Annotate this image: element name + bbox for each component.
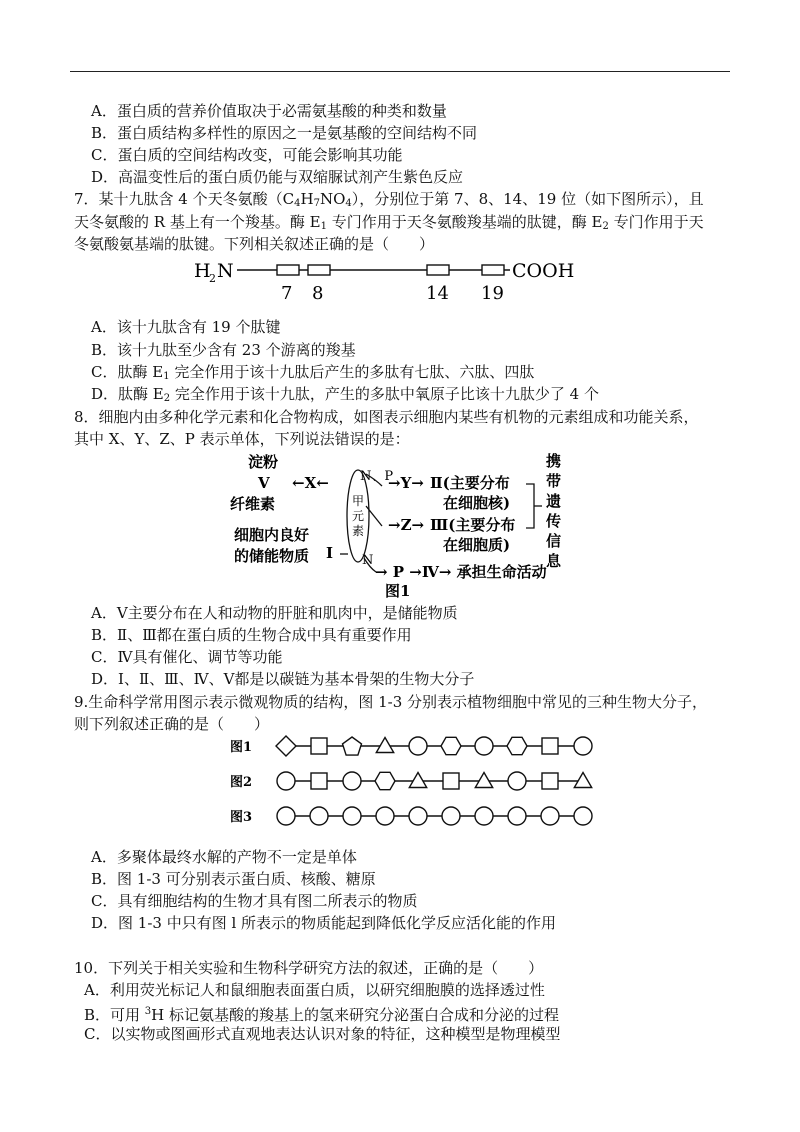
chain-3-monomer-9-circle xyxy=(541,807,559,825)
residue-8-box xyxy=(308,265,330,275)
q6-option-a: A．蛋白质的营养价值取决于必需氨基酸的种类和数量 xyxy=(91,102,447,120)
ii-label-1: Ⅱ(主要分布 xyxy=(430,474,510,492)
n-terminus-n: N xyxy=(217,260,234,282)
carry-char-2: 带 xyxy=(546,472,562,490)
chain-3-monomer-5-circle xyxy=(409,807,427,825)
np-label: N、P xyxy=(360,469,394,484)
chain-1-monomer-2-square xyxy=(311,738,327,754)
iii-label-2: 在细胞质) xyxy=(443,536,511,554)
x-label: ←X← xyxy=(292,474,329,492)
chain-1-monomer-9-square xyxy=(542,738,558,754)
n-label: N xyxy=(362,553,374,568)
element-char-2: 元 xyxy=(352,509,365,523)
n-terminus-sub: 2 xyxy=(209,272,216,285)
q10-stem: 10．下列关于相关实验和生物科学研究方法的叙述，正确的是（ ） xyxy=(74,959,544,977)
element-char-3: 素 xyxy=(352,524,365,538)
c-terminus: COOH xyxy=(512,260,575,282)
chain-1-monomer-7-circle xyxy=(475,737,493,755)
chain-3-monomer-8-circle xyxy=(508,807,526,825)
chain-2-monomer-9-square xyxy=(542,773,558,789)
q8-option-c: C．Ⅳ具有催化、调节等功能 xyxy=(91,648,283,666)
chain-1-monomer-6-hexagon xyxy=(441,737,461,754)
q7-stem-line1: 7．某十九肽含 4 个天冬氨酸$(C_4H_7NO_4)$，分别位于第 7、8、14、19 位（如下图所示），且 xyxy=(74,190,704,209)
carry-char-1: 携 xyxy=(546,452,562,470)
carry-char-3: 遗 xyxy=(546,492,562,510)
q7-option-c: C．肽酶 $E_1$ 完全作用于该十九肽后产生的多肽有七肽、六肽、四肽 xyxy=(91,363,535,382)
carry-char-6: 息 xyxy=(546,552,562,570)
q7-option-d: D．肽酶 $E_2$ 完全作用于该十九肽，产生的多肽中氧原子比该十九肽少了 4 个 xyxy=(91,385,599,404)
q8-option-d: D．Ⅰ、Ⅱ、Ⅲ、Ⅳ、Ⅴ都是以碳链为基本骨架的生物大分子 xyxy=(91,670,475,688)
chain-1-monomer-5-circle xyxy=(409,737,427,755)
q7-option-a: A．该十九肽含有 19 个肽键 xyxy=(91,318,281,336)
chain-1-monomer-4-triangle xyxy=(376,738,393,753)
v-label: V xyxy=(258,474,270,492)
storage-label-2: 的储能物质 xyxy=(234,547,310,565)
q6-option-b: B．蛋白质结构多样性的原因之一是氨基酸的空间结构不同 xyxy=(91,124,478,142)
chain-3-monomer-1-circle xyxy=(277,807,295,825)
q9-option-c: C．具有细胞结构的生物才具有图二所表示的物质 xyxy=(91,892,418,910)
storage-label-1: 细胞内良好 xyxy=(234,526,310,544)
chain-2-monomer-8-circle xyxy=(508,772,526,790)
chain-3-monomer-3-circle xyxy=(343,807,361,825)
macromolecule-diagram xyxy=(230,732,610,828)
chain-3-monomer-10-circle xyxy=(574,807,592,825)
q7-stem-line2: 天冬氨酸的 R 基上有一个羧基。酶 $E_1$ 专门作用于天冬氨酸羧基端的肽键，酶 $E_2$ 专门作用于天 xyxy=(74,213,704,232)
q8-option-b: B．Ⅱ、Ⅲ都在蛋白质的生物合成中具有重要作用 xyxy=(91,626,412,644)
q7-option-b: B．该十九肽至少含有 23 个游离的羧基 xyxy=(91,341,356,359)
i-label: I xyxy=(326,544,334,562)
ii-label-2: 在细胞核) xyxy=(443,494,511,512)
carry-char-5: 信 xyxy=(546,532,562,550)
chain-2-monomer-3-circle xyxy=(343,772,361,790)
residue-14-box xyxy=(427,265,449,275)
residue-19-box xyxy=(482,265,504,275)
q9-option-b: B．图 1-3 可分别表示蛋白质、核酸、糖原 xyxy=(91,870,376,888)
q10-option-c: C．以实物或图画形式直观地表达认识对象的特征，这种模型是物理模型 xyxy=(84,1025,561,1043)
q9-option-d: D．图 1-3 中只有图 l 所表示的物质能起到降低化学反应活化能的作用 xyxy=(91,914,557,932)
label-7: 7 xyxy=(281,283,293,304)
p-chain-label: → P →Ⅳ→ 承担生命活动 xyxy=(375,563,547,581)
q7-stem-line3: 冬氨酸氨基端的肽键。下列相关叙述正确的是（ ） xyxy=(74,235,435,253)
y-label: →Y→ xyxy=(388,474,424,492)
chain-2-monomer-5-triangle xyxy=(409,773,426,788)
label-19: 19 xyxy=(481,283,504,304)
q9-stem-line2: 则下列叙述正确的是（ ） xyxy=(74,715,270,733)
q8-option-a: A．Ⅴ主要分布在人和动物的肝脏和肌肉中，是储能物质 xyxy=(91,604,458,622)
fig1-label: 图1 xyxy=(230,740,253,755)
label-8: 8 xyxy=(312,283,324,304)
chain-3-monomer-4-circle xyxy=(376,807,394,825)
fig2-label: 图2 xyxy=(230,775,253,790)
cellulose-label: 纤维素 xyxy=(230,495,276,513)
q10-option-a: A．利用荧光标记人和鼠细胞表面蛋白质，以研究细胞膜的选择透过性 xyxy=(84,981,545,999)
chain-3-monomer-2-circle xyxy=(310,807,328,825)
q8-stem-line2: 其中 X、Y、Z、P 表示单体，下列说法错误的是： xyxy=(74,430,410,448)
q9-stem-line1: 9.生命科学常用图示表示微观物质的结构，图 1-3 分别表示植物细胞中常见的三种生物大分子， xyxy=(74,693,708,711)
n-terminus-h: H xyxy=(194,260,211,282)
q6-option-c: C．蛋白质的空间结构改变，可能会影响其功能 xyxy=(91,146,403,164)
starch-label: 淀粉 xyxy=(248,453,279,471)
chain-2-monomer-7-triangle xyxy=(475,773,492,788)
z-label: →Z→ xyxy=(388,516,425,534)
chain-2-monomer-4-hexagon xyxy=(375,772,395,789)
chain-1-monomer-1-diamond xyxy=(276,736,296,756)
chain-2-monomer-2-square xyxy=(311,773,327,789)
residue-7-box xyxy=(277,265,299,275)
q10-option-b: B．可用 $^3$H 标记氨基酸的羧基上的氢来研究分泌蛋白合成和分泌的过程 xyxy=(84,1006,560,1024)
chain-1-monomer-10-circle xyxy=(574,737,592,755)
chain-1-monomer-8-hexagon xyxy=(507,737,527,754)
chain-2-monomer-1-circle xyxy=(277,772,295,790)
chain-2-monomer-10-triangle xyxy=(574,773,591,788)
element-function-diagram xyxy=(230,450,580,600)
chain-3-monomer-7-circle xyxy=(475,807,493,825)
chain-1-monomer-3-pentagon xyxy=(343,737,362,755)
chain-2-monomer-6-square xyxy=(443,773,459,789)
iii-label-1: Ⅲ(主要分布 xyxy=(430,516,516,534)
header-rule xyxy=(70,71,730,72)
element-char-1: 甲 xyxy=(352,494,365,508)
q6-option-d: D．高温变性后的蛋白质仍能与双缩脲试剂产生紫色反应 xyxy=(91,168,464,186)
label-14: 14 xyxy=(426,283,449,304)
chain-3-monomer-6-circle xyxy=(442,807,460,825)
q8-stem-line1: 8．细胞内由多种化学元素和化合物构成，如图表示细胞内某些有机物的元素组成和功能关系， xyxy=(74,408,699,426)
fig3-label: 图3 xyxy=(230,810,253,825)
q9-option-a: A．多聚体最终水解的产物不一定是单体 xyxy=(91,848,357,866)
carry-char-4: 传 xyxy=(546,512,562,530)
peptide-diagram xyxy=(190,256,600,304)
figure-caption: 图1 xyxy=(385,582,411,600)
